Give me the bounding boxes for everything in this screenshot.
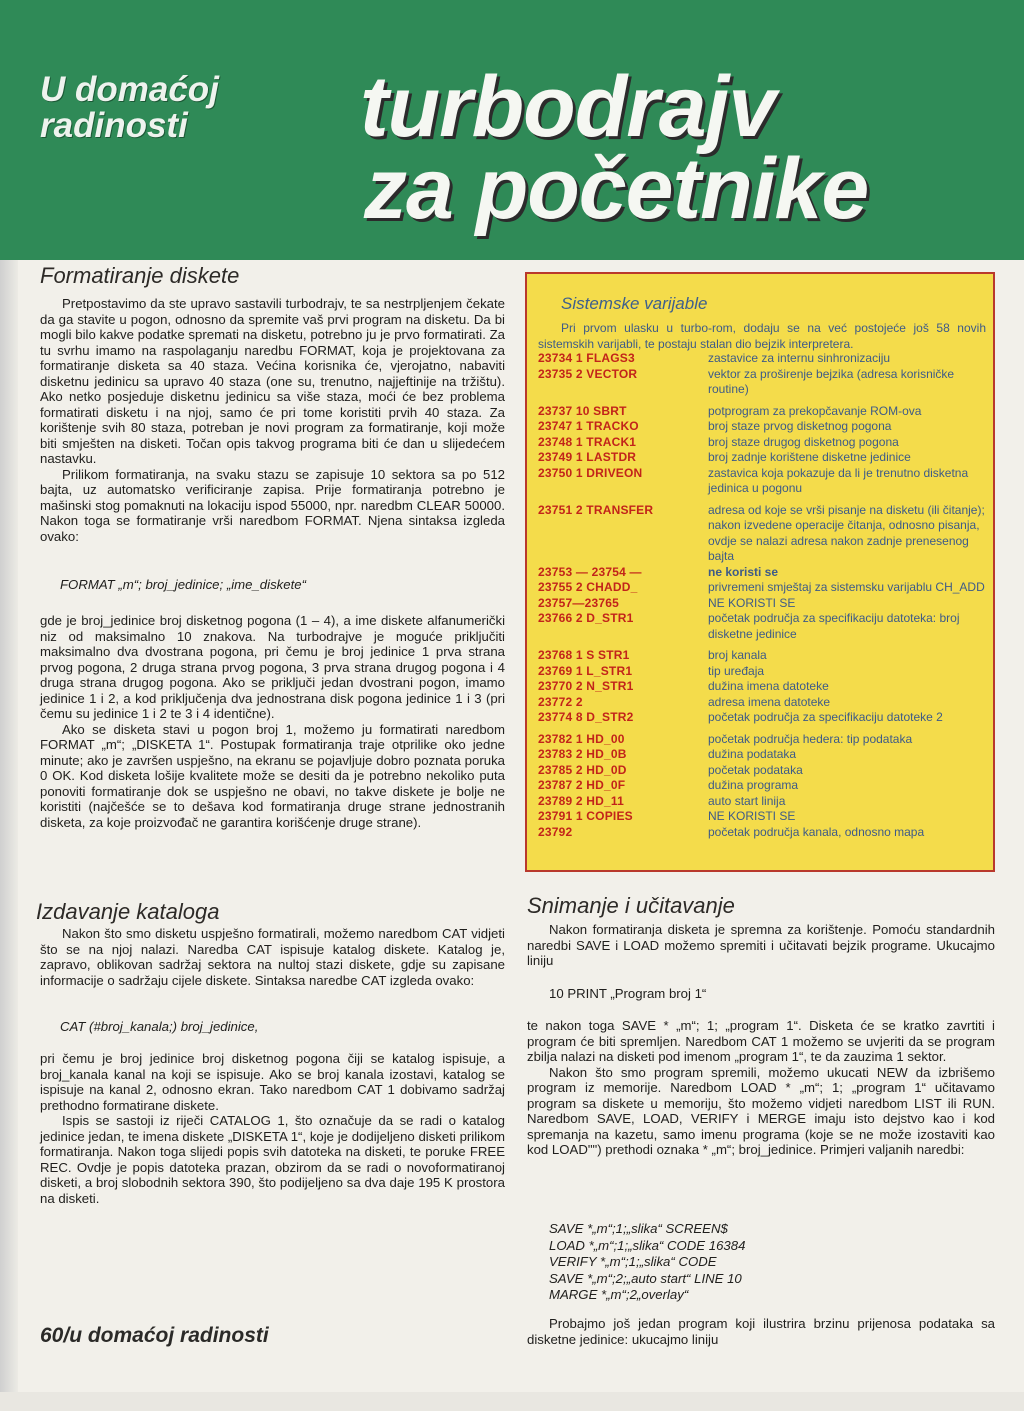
sysvar-row	[538, 763, 990, 779]
sysvar-address: 23735 2 VECTOR	[538, 366, 638, 381]
command-examples	[549, 1221, 989, 1304]
format-syntax: FORMAT „m“; broj_jedinice; „ime_diskete“	[60, 577, 306, 592]
sysvar-description: početak područja kanala, odnosno mapa	[708, 824, 925, 839]
sysvar-row	[538, 794, 990, 810]
headline-line-2: za početnike	[364, 141, 869, 237]
example-line: SAVE *„m“;1;„slika“ SCREEN$	[549, 1221, 728, 1236]
sysvar-address: 23749 1 LASTDR	[538, 450, 637, 464]
sysvar-address: 23748 1 TRACK1	[538, 434, 637, 449]
sysvar-row	[538, 648, 990, 664]
sysvar-address: 23787 2 HD_0F	[538, 778, 626, 792]
sysvar-row	[538, 367, 990, 398]
paragraph-save-intro	[527, 922, 995, 969]
sysvar-row	[538, 503, 990, 565]
code-line: 10 PRINT „Program broj 1“	[549, 986, 707, 1001]
sysvar-address: 23774 8 D_STR2	[538, 710, 634, 724]
text-paragraph: te nakon toga SAVE * „m“; 1; „program 1“. Disketa će se kratko zavrtiti i program će biti spremljen. Naredbom CAT 1 možemo se uvjeriti da se program zbilja nalazi na disketi pod imenom „program 1“, te da zauzima 1 sektor.	[527, 1018, 995, 1064]
sysvar-row	[538, 466, 990, 497]
sysvar-row	[538, 664, 990, 680]
sysvar-address: 23766 2 D_STR1	[538, 611, 634, 625]
header-band	[0, 0, 1024, 260]
sysvar-description: broj staze drugog disketnog pogona	[708, 434, 899, 449]
sysvar-row	[538, 611, 990, 642]
sysvar-description: NE KORISTI SE	[708, 595, 796, 610]
heading-izdavanje-kataloga: Izdavanje kataloga	[36, 899, 220, 924]
section-title-line-1: U domaćoj	[40, 70, 219, 109]
sysvar-row	[538, 825, 990, 841]
paragraph-last	[527, 1316, 995, 1347]
sysvar-row	[538, 809, 990, 825]
sysvar-address: 23755 2 CHADD_	[538, 580, 638, 594]
sysvar-address: 23734 1 FLAGS3	[538, 351, 635, 365]
sysvar-description: vektor za proširenje bejzika (adresa korisničke routine)	[708, 366, 955, 396]
sysvar-address: 23769 1 L_STR1	[538, 663, 633, 678]
example-line: VERIFY *„m“;1;„slika“ CODE	[549, 1254, 717, 1269]
sysbox-intro	[538, 321, 986, 352]
sysvar-row	[538, 565, 990, 581]
example-line: SAVE *„m“;2;„auto start“ LINE 10	[549, 1270, 742, 1286]
heading-snimanje: Snimanje i učitavanje	[527, 893, 735, 918]
example-line: LOAD *„m“;1;„slika“ CODE 16384	[549, 1237, 746, 1253]
sysvar-description: broj staze prvog disketnog pogona	[708, 419, 892, 433]
sysvar-description: dužina podataka	[708, 747, 797, 761]
sysvar-description: zastavice za internu sinhronizaciju	[708, 351, 891, 365]
sysvar-address: 23791 1 COPIES	[538, 809, 633, 823]
text-paragraph: gde je broj_jedinice broj disketnog pogona (1 – 4), a ime diskete alfanumerički niz od maksimalno 10 znakova. Na turbodrajve je moguće priključiti maksimalno dva dvostrana pogona, pri čemu je broj jedinice 1 prva strana prvog pogona, 2 druga strana prvog pogona, 3 prva strana drugog pogona i 4 druga strana drugog pogona. Ako se priključi jedan dvostrani pogon, imamo jedinice 1 i 2, a kod priključenja dva jednostrana disk pogona jedinice 1 i 3 (pri čemu su jedinice 1 i 2 te 3 i 4 identične).	[40, 613, 505, 721]
system-variables-box	[525, 272, 995, 872]
section-title	[40, 72, 300, 144]
paragraph-format-details	[40, 613, 505, 830]
sysvar-description: početak područja za specifikaciju datoteke 2	[708, 710, 943, 724]
sysvar-row	[538, 450, 990, 466]
sysbox-intro-text: Pri prvom ulasku u turbo-rom, dodaju se na već postojeće još 58 novih sistemskih varijabli, te postaju stalan dio bejzik interpretera.	[538, 321, 986, 351]
sysvar-address: 23770 2 N_STR1	[538, 679, 634, 693]
sysvar-description: početak podataka	[708, 762, 803, 777]
sysvar-row	[538, 679, 990, 695]
sysvar-address: 23753 — 23754 —	[538, 564, 642, 579]
paragraph-catalog-details	[40, 1051, 505, 1206]
sysvar-description: dužina imena datoteke	[708, 679, 829, 693]
heading-formatiranje: Formatiranje diskete	[40, 263, 240, 288]
page-bottom-edge	[0, 1392, 1024, 1411]
sysvar-address: 23782 1 HD_00	[538, 731, 625, 746]
sysvar-row	[538, 747, 990, 763]
sysvar-address: 23783 2 HD_0B	[538, 747, 627, 761]
text-paragraph: Nakon što smo disketu uspješno formatirali, možemo naredbom CAT vidjeti što se na njoj nalazi. Naredba CAT ispisuje katalog diskete. Katalog je, zapravo, oblikovan sadržaj sektora na nultoj stazi diskete, gdje su zapisane informacije o sadržaju cijele diskete. Sintaksa naredbe CAT izgleda ovako:	[40, 926, 505, 988]
sysvar-address: 23789 2 HD_11	[538, 793, 625, 808]
sysvar-row	[538, 695, 990, 711]
sysvar-address: 23792	[538, 824, 573, 839]
sysvar-description: dužina programa	[708, 778, 799, 792]
sysvar-description: auto start linija	[708, 793, 786, 808]
example-line: MARGE *„m“;2„overlay“	[549, 1287, 689, 1302]
text-paragraph: Prilikom formatiranja, na svaku stazu se zapisuje 10 sektora sa po 512 bajta, uz automatsko verificiranje zapisa. Prije formatiranja potrebno je mašinski stog pomaknuti na lokaciju ispod 55000, npr. naredbm CLEAR 50000. Nakon toga se formatiranje vrši naredbom FORMAT. Njena sintaksa izgleda ovako:	[40, 466, 505, 544]
sysvar-address: 23757—23765	[538, 595, 619, 610]
sysvar-description: privremeni smještaj za sistemsku varijablu CH_ADD	[708, 580, 985, 594]
sysvar-description: početak područja hedera: tip podataka	[708, 731, 913, 746]
sysvar-description: broj zadnje korištene disketne jedinice	[708, 450, 911, 464]
sysvar-address: 23768 1 S STR1	[538, 648, 630, 662]
sysvar-row	[538, 580, 990, 596]
article-headline	[360, 59, 1000, 237]
paragraph-format-intro	[40, 296, 505, 544]
print-line	[549, 986, 989, 1002]
sysvar-description: početak područja za specifikaciju datoteka: broj disketne jedinice	[708, 611, 960, 641]
text-paragraph: Pretpostavimo da ste upravo sastavili turbodrajv, te sa nestrpljenjem čekate da ga stavite u pogon, odnosno da spremite vaš prvi program na disketu. Da bi mogli bilo kakve podatke spremati na disketu, potrebno ju je prvo formatirati. Za tu svrhu imamo na raspolaganju naredbu FORMAT, koja je projektovana za formatiranje disketa sa 40 staza. Većina korisnika će, vjerojatno, nabaviti disketnu jedinicu sa upravo 40 staza (one su, trenutno, najjeftinije na tržištu). Ako netko posjeduje disketnu jedinicu sa više staza, moći će bez problema formatirati disketu i na njoj, samo će pri tome koristiti prvih 40 staza. Za korištenje svih 80 staza, potreban je novi program za formatiranje, koji može biti smješten na disketi. Točan opis takvog programa biti će dan u slijedećem nastavku.	[40, 296, 505, 466]
text-paragraph: Ispis se sastoji iz riječi CATALOG 1, što označuje da se radi o katalog jedinice jedan, te imena diskete „DISKETA 1“, koje je dodijeljeno disketi prilikom formatiranja. Nakon toga slijedi popis svih datoteka na disketi, te poruke FREE REC. Ovdje je popis datoteka prazan, obzirom da se radi o novoformatiranoj disketi, a broj slobodnih sektora 390, što podijeljeno sa dva daje 195 K prostora na disketi.	[40, 1113, 505, 1206]
sysvar-address: 23747 1 TRACKO	[538, 419, 639, 433]
sysvar-description: ne koristi se	[708, 564, 779, 579]
sysvar-row	[538, 435, 990, 451]
sysvar-description: potprogram za prekopčavanje ROM-ova	[708, 403, 922, 418]
sysvar-description: NE KORISTI SE	[708, 809, 796, 823]
sysvar-description: broj kanala	[708, 648, 767, 662]
sysvar-row	[538, 419, 990, 435]
sysbox-variable-list	[538, 351, 990, 840]
page-footer: 60/u domaćoj radinosti	[40, 1324, 269, 1347]
sysvar-address: 23772 2	[538, 694, 583, 709]
sysvar-description: adresa od koje se vrši pisanje na disketu (ili čitanje); nakon izvedene operacije čitanja, odnosno pisanja, ovdje se nalazi adresa nakon zadnje prenesenog bajta	[708, 502, 985, 563]
sysvar-address: 23750 1 DRIVEON	[538, 465, 643, 480]
text-paragraph: pri čemu je broj jedinice broj disketnog pogona čiji se katalog ispisuje, a broj_kanala kanal na koji se ispisuje. Ako se broj kanala izostavi, katalog se ispisuje na kanal 2, odnosno ekran. Tako naredbom CAT 1 dobivamo sadržaj prethodno formatirane diskete.	[40, 1051, 505, 1113]
cat-syntax: CAT (#broj_kanala;) broj_jedinice,	[60, 1019, 259, 1034]
sysvar-description: adresa imena datoteke	[708, 694, 831, 709]
text-paragraph: Probajmo još jedan program koji ilustrira brzinu prijenosa podataka sa disketne jedinice: ukucajmo liniju	[527, 1316, 995, 1347]
sysvar-description: zastavica koja pokazuje da li je trenutno disketna jedinica u pogonu	[708, 465, 969, 495]
sysvar-row	[538, 404, 990, 420]
sysvar-row	[538, 778, 990, 794]
sysvar-description: tip uređaja	[708, 663, 765, 678]
sysvar-row	[538, 596, 990, 612]
headline-line-1: turbodrajv	[360, 59, 776, 155]
section-title-line-2: radinosti	[40, 106, 188, 145]
paragraph-save-details	[527, 1018, 995, 1158]
sysvar-address: 23737 10 SBRT	[538, 403, 627, 418]
sysvar-row	[538, 710, 990, 726]
text-paragraph: Ako se disketa stavi u pogon broj 1, možemo ju formatirati naredbom FORMAT „m“; „DISKETA 1“. Postupak formatiranja traje otprilike oko jedne minute; ako je završen uspješno, na ekranu se pojavljuje dobro poznata poruka 0 OK. Kod disketa lošije kvalitete može se desiti da je potrebno nekoliko puta ponoviti formatiranje dok se uspješno ne obavi, no takve diskete je bolje ne koristiti (najčešće se to dešava kod formatiranja druge strane jednostranih disketa, za koje proizvođač ne garantira korišćenje druge strane).	[40, 721, 505, 830]
text-paragraph: Nakon što smo program spremili, možemo ukucati NEW da izbrišemo program iz memorije. Naredbom LOAD * „m“; 1; „program 1“ učitavamo program sa diskete u memoriju, što možemo vidjeti naredbom LIST ili RUN. Naredbom SAVE, LOAD, VERIFY i MERGE imaju isto dejstvo kao i kod spremanja na kazetu, samo imenu programa (koje se ne može izostaviti kao kod LOAD"") prethodi oznaka * „m“; broj_jedinice. Primjeri valjanih naredbi:	[527, 1064, 995, 1157]
text-paragraph: Nakon formatiranja disketa je spremna za korištenje. Pomoću standardnih naredbi SAVE i LOAD možemo spremiti i učitavati bejzik programe. Ukucajmo liniju	[527, 922, 995, 968]
sysvar-row	[538, 351, 990, 367]
sysvar-address: 23785 2 HD_0D	[538, 762, 627, 777]
sysbox-title: Sistemske varijable	[561, 294, 708, 313]
sysvar-row	[538, 732, 990, 748]
sysvar-address: 23751 2 TRANSFER	[538, 502, 654, 517]
paragraph-catalog-intro	[40, 926, 505, 988]
